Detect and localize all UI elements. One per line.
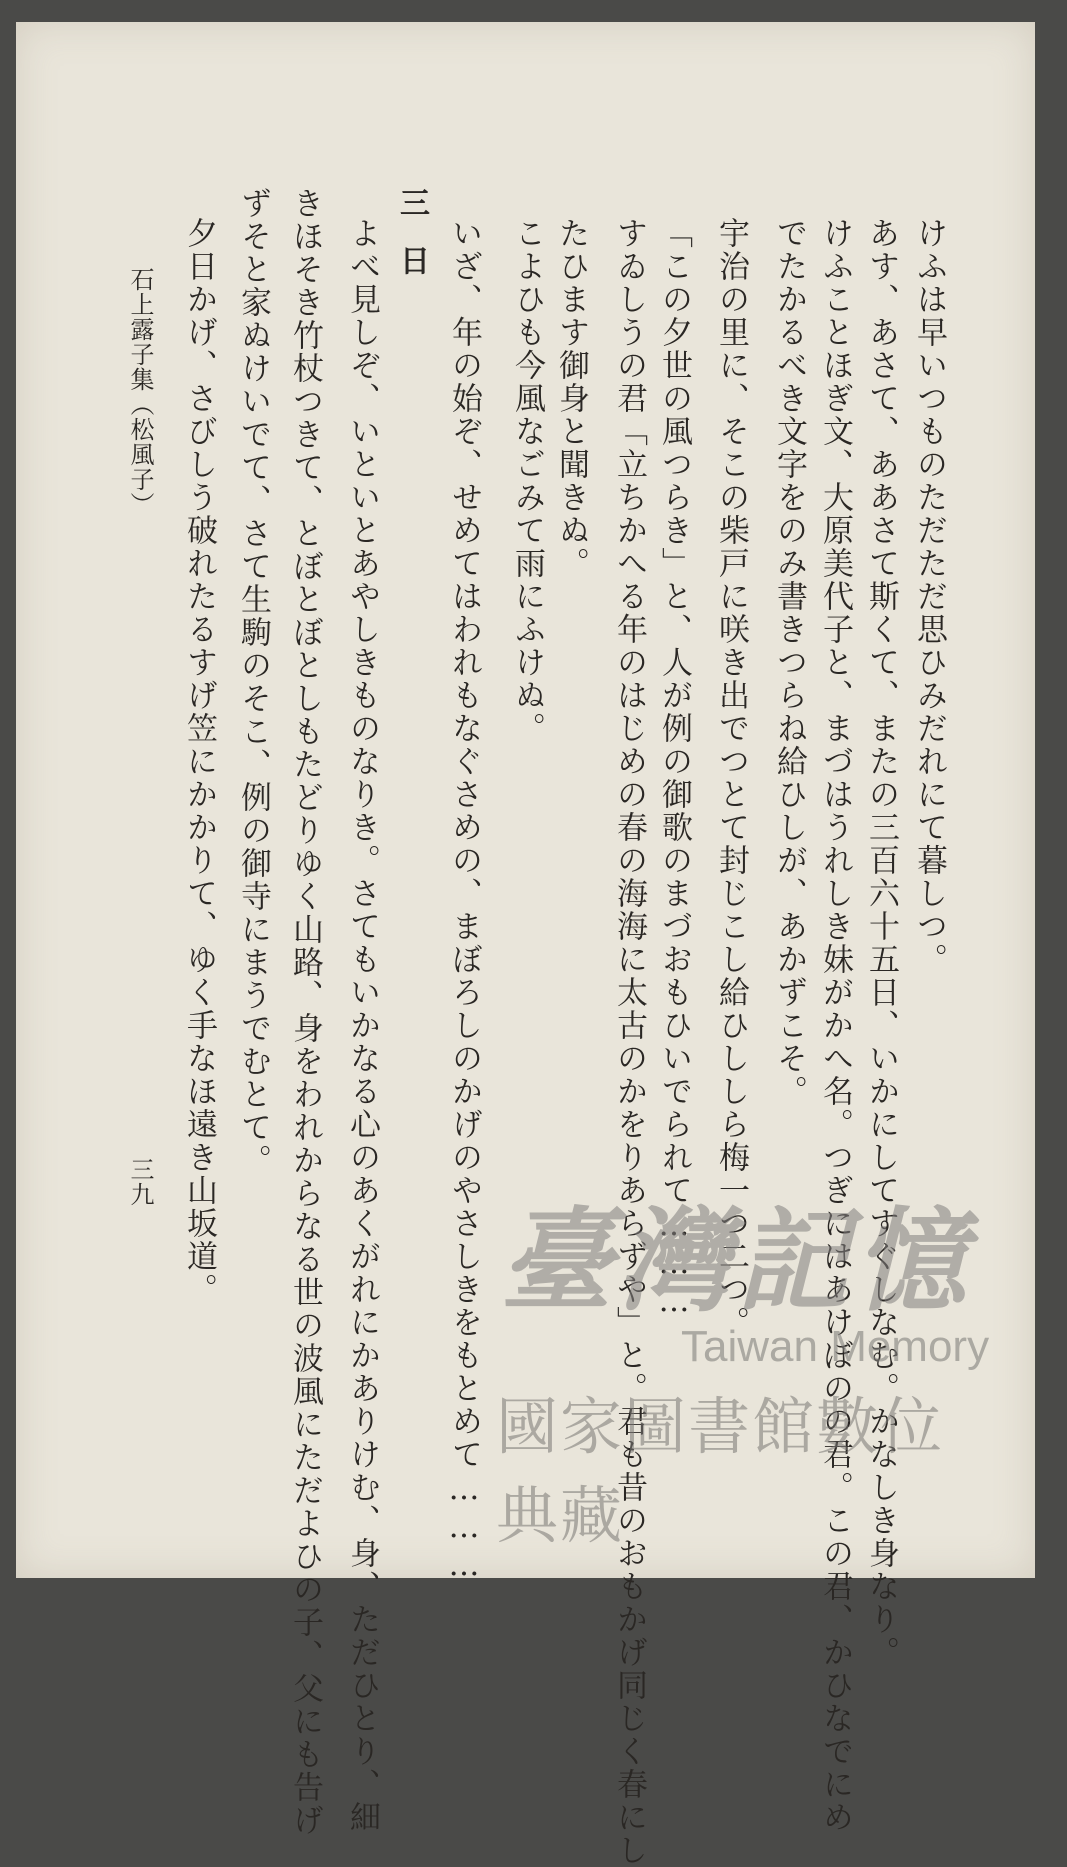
section-heading: 三日	[394, 187, 429, 303]
text-line-11: よべ見しぞ、いといとあやしきものなりき。さてもいかなる心のあくがれにかありけむ、身、ただひとり、細	[344, 217, 380, 1834]
running-title: 石上露子集（松風子）	[126, 267, 154, 517]
book-page	[16, 22, 1035, 1867]
watermark-logo-text: 臺灣記憶	[500, 1197, 972, 1327]
text-line-13: ずそと家ぬけいでて、さて生駒のそこ、例の御寺にまうでむとて。	[235, 187, 271, 1177]
text-line-7: すゐしうの君「立ちかへる年のはじめの春の海海に太古のかをりあらずや」と。君も昔のおもかげ同じく春にし	[611, 217, 647, 1867]
text-line-14: 夕日かげ、さびしう破れたるすげ笠にかかりて、ゆく手なほ遠き山坂道。	[181, 217, 217, 1306]
page-number: 三九	[126, 1157, 154, 1207]
watermark-subtitle: 國家圖書館數位典藏	[496, 1390, 945, 1552]
text-line-6: 「この夕世の風つらき」と、人が例の御歌のまづおもひいでられて………	[656, 217, 692, 1321]
text-line-12: きほそき竹杖つきて、とぼとぼとしもたどりゆく山路、身をわれからなる世の波風にただよひの子、父にも告げ	[287, 187, 323, 1837]
text-line-4: でたかるべき文字をのみ書きつらね給ひしが、あかずこそ。	[771, 217, 807, 1108]
text-line-1: けふは早いつものただただ思ひみだれにて暮しつ。	[911, 217, 947, 976]
watermark-english: Taiwan Memory	[681, 1322, 990, 1371]
text-line-10: いざ、年の始ぞ、せめてはわれもなぐさめの、まぼろしのかげのやさしきをもとめて………	[446, 217, 482, 1585]
text-line-3: けふことほぎ文、大原美代子と、まづはうれしき妹がかへ名。つぎにはあけぼのの君。この君、かひなでにめ	[817, 217, 853, 1834]
text-line-8: たひます御身と聞きぬ。	[553, 217, 589, 580]
text-line-9: こよひも今風なごみて雨にふけぬ。	[509, 217, 545, 745]
text-line-5: 宇治の里に、そこの柴戸に咲き出でつとて封じこし給ひししら梅一つ二つ。	[713, 217, 749, 1339]
text-line-2: あす、あさて、ああさて斯くて、またの三百六十五日、いかにしてすぐしなむ。かなしき身なり。	[863, 217, 899, 1669]
